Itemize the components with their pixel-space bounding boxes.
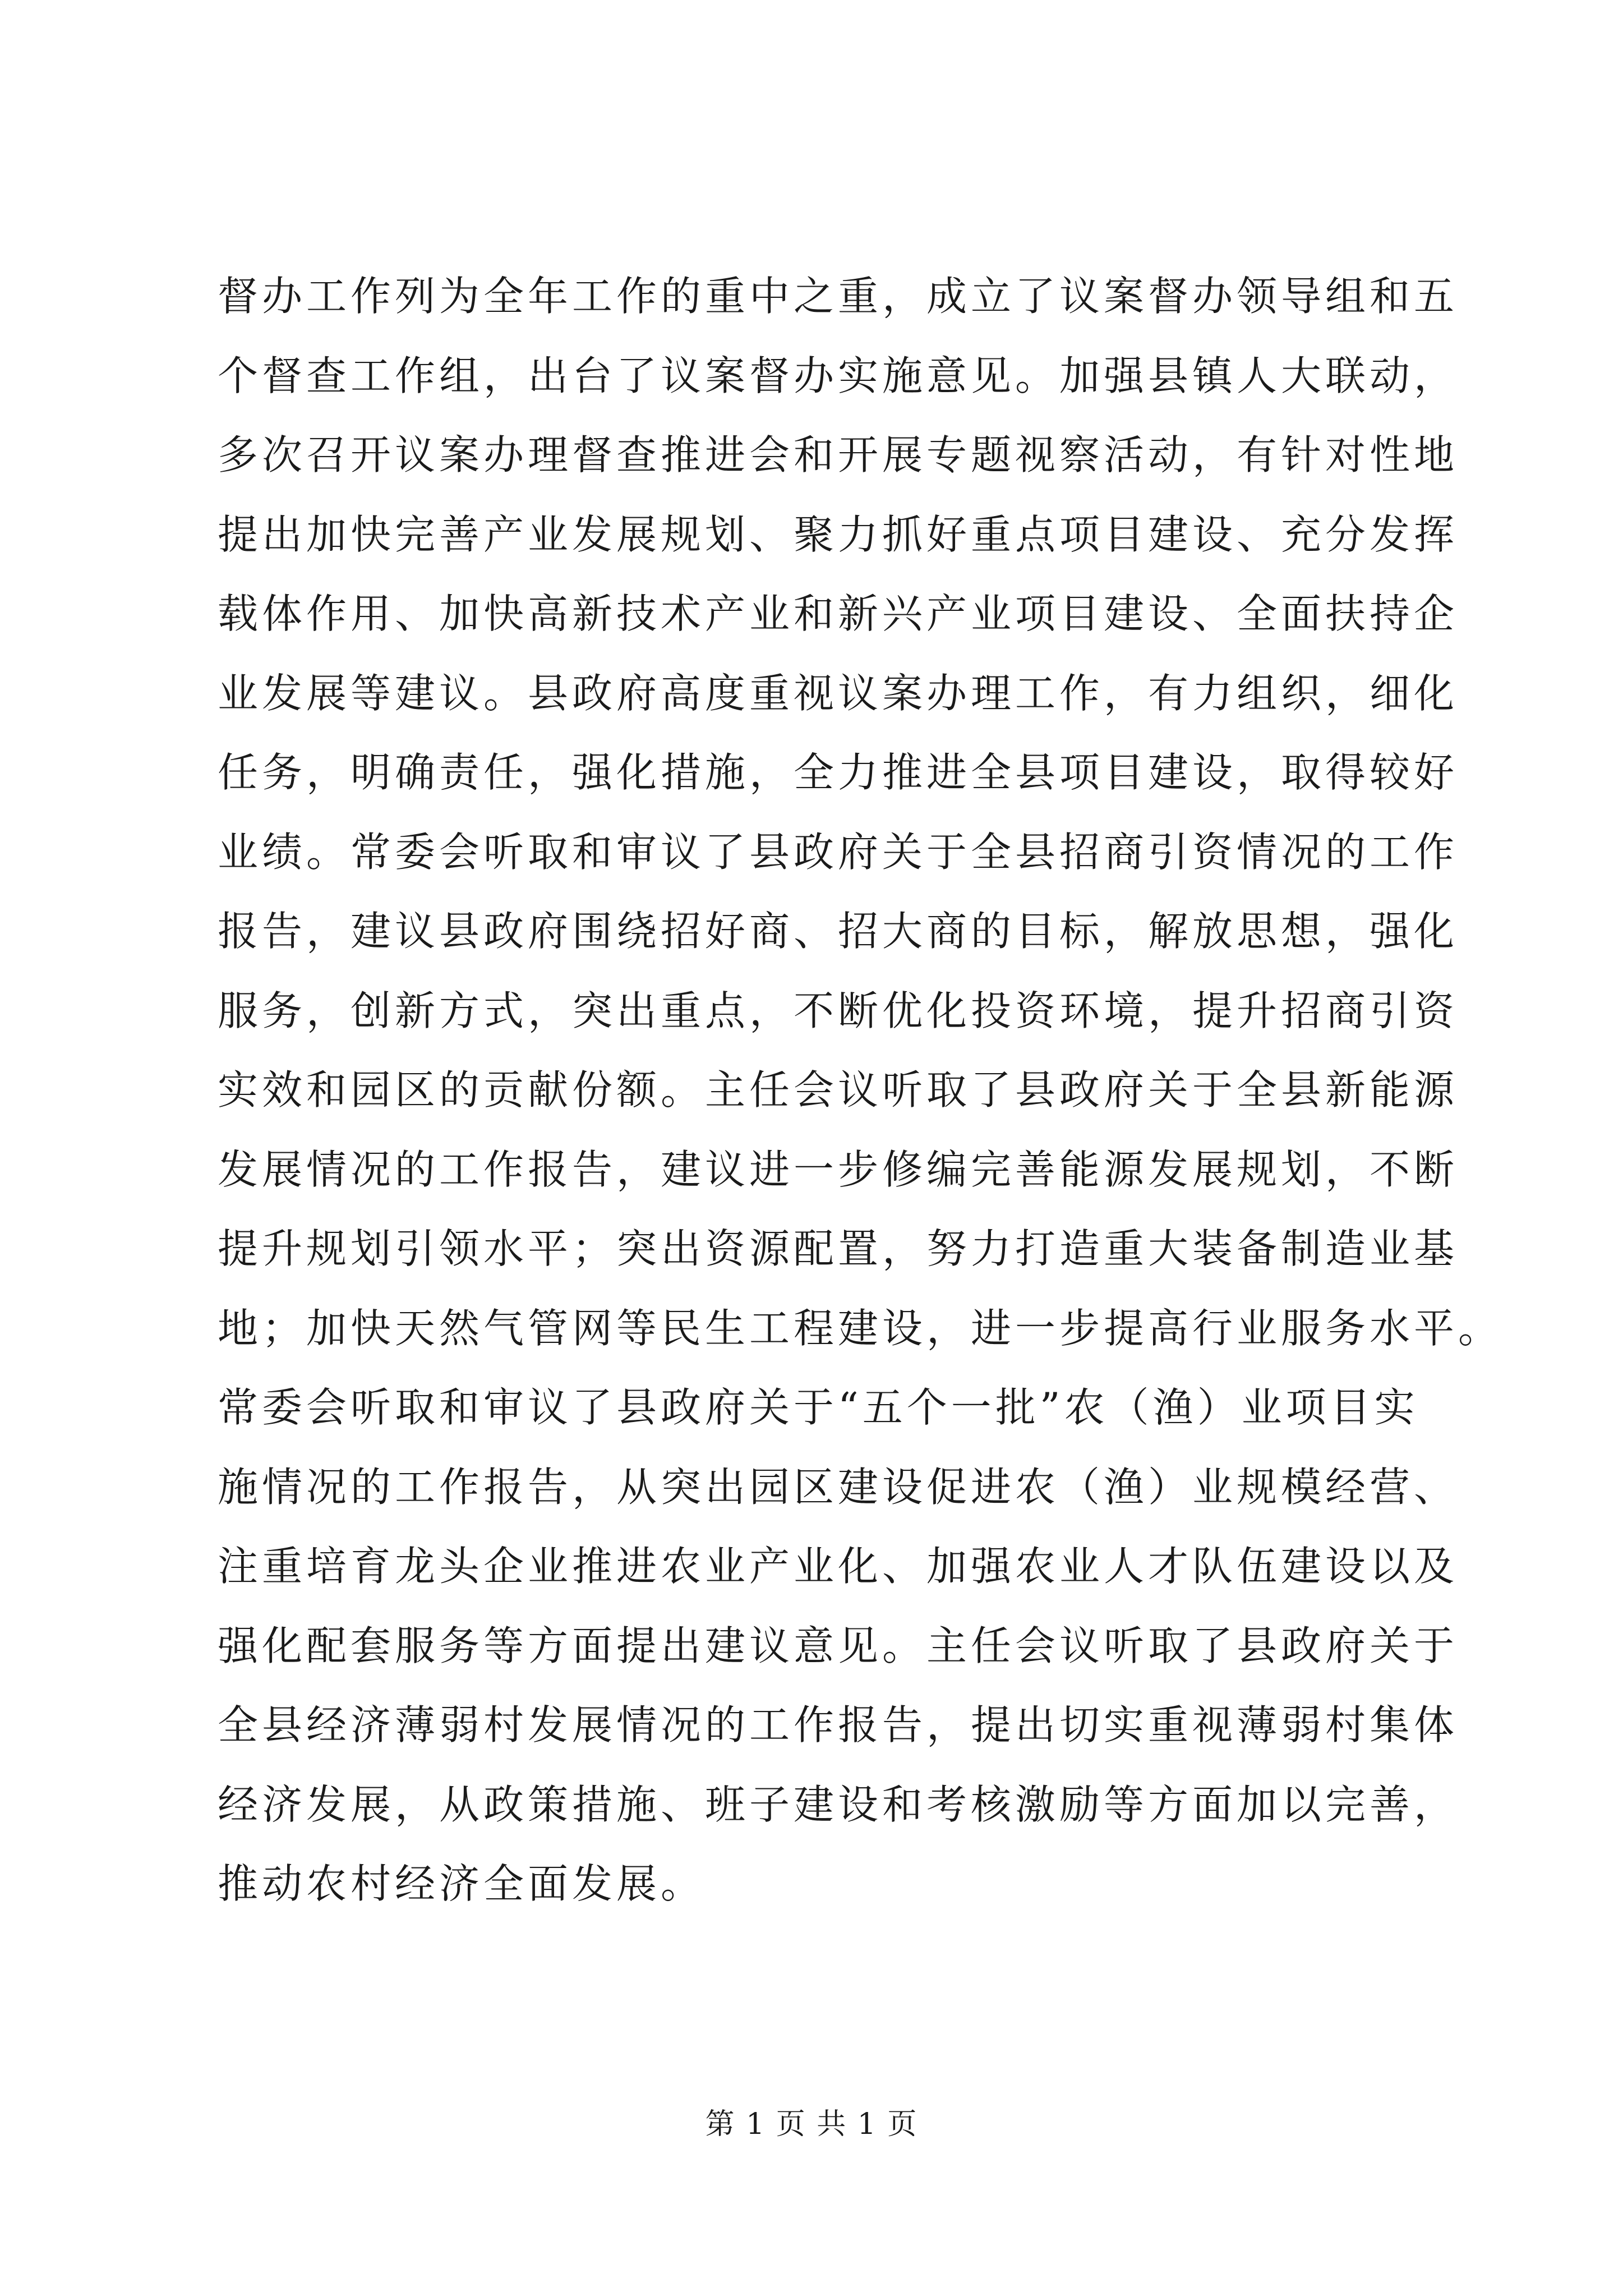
text-line: 注重培育龙头企业推进农业产业化、加强农业人才队伍建设以及 — [218, 1543, 1459, 1590]
text-line: 地；加快天然气管网等民生工程建设，进一步提高行业服务水平。 — [218, 1304, 1503, 1352]
text-line: 业发展等建议。县政府高度重视议案办理工作，有力组织，细化 — [218, 669, 1459, 717]
text-line: 服务，创新方式，突出重点，不断优化投资环境，提升招商引资 — [218, 987, 1459, 1034]
text-line: 任务，明确责任，强化措施，全力推进全县项目建设，取得较好 — [218, 749, 1459, 796]
text-line: 个督查工作组，出台了议案督办实施意见。加强县镇人大联动， — [218, 352, 1459, 399]
text-line: 施情况的工作报告，从突出园区建设促进农（渔）业规模经营、 — [218, 1463, 1459, 1511]
text-line: 提升规划引领水平；突出资源配置，努力打造重大装备制造业基 — [218, 1225, 1459, 1272]
text-line: 业绩。常委会听取和审议了县政府关于全县招商引资情况的工作 — [218, 828, 1459, 876]
text-line: 发展情况的工作报告，建议进一步修编完善能源发展规划，不断 — [218, 1145, 1459, 1193]
text-line: 常委会听取和审议了县政府关于“五个一批”农（渔）业项目实 — [218, 1384, 1419, 1431]
text-line: 全县经济薄弱村发展情况的工作报告，提出切实重视薄弱村集体 — [218, 1701, 1459, 1749]
text-line: 经济发展，从政策措施、班子建设和考核激励等方面加以完善， — [218, 1780, 1459, 1828]
text-line: 督办工作列为全年工作的重中之重，成立了议案督办领导组和五 — [218, 273, 1459, 320]
text-line: 载体作用、加快高新技术产业和新兴产业项目建设、全面扶持企 — [218, 590, 1459, 637]
body-paragraph — [218, 257, 1503, 1924]
text-line: 推动农村经济全面发展。 — [218, 1860, 706, 1907]
text-line: 强化配套服务等方面提出建议意见。主任会议听取了县政府关于 — [218, 1622, 1459, 1669]
text-line: 多次召开议案办理督查推进会和开展专题视察活动，有针对性地 — [218, 431, 1459, 478]
text-line: 实效和园区的贡献份额。主任会议听取了县政府关于全县新能源 — [218, 1066, 1459, 1114]
text-line: 提出加快完善产业发展规划、聚力抓好重点项目建设、充分发挥 — [218, 510, 1459, 558]
page-number-footer: 第 1 页 共 1 页 — [705, 2108, 918, 2141]
text-line: 报告，建议县政府围绕招好商、招大商的目标，解放思想，强化 — [218, 908, 1459, 955]
